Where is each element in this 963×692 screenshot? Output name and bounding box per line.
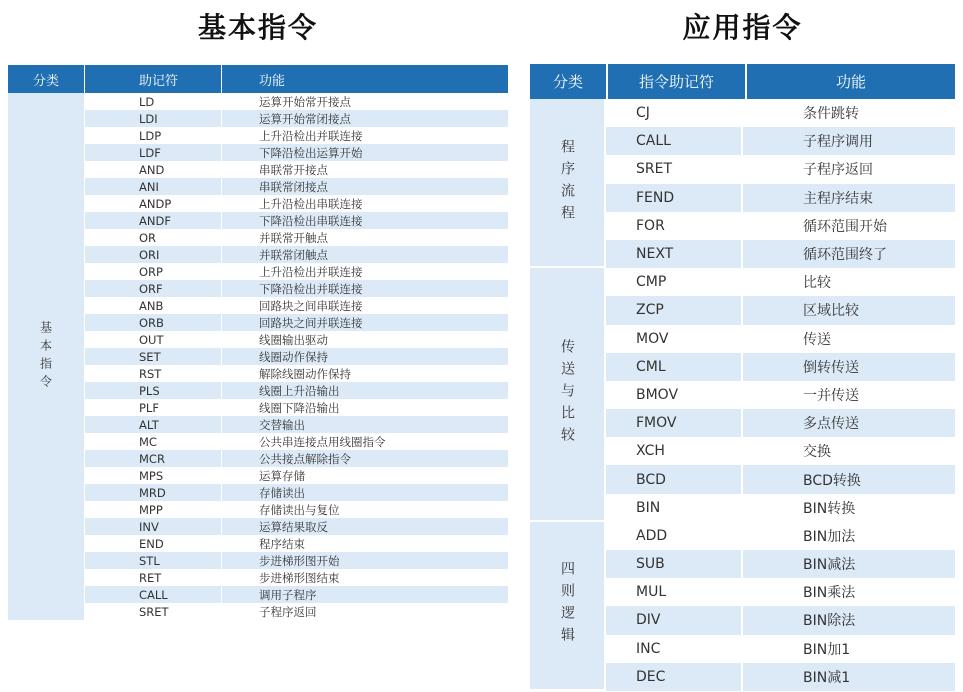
function-cell: 公共串连接点用线圈指令 — [259, 434, 386, 449]
table-rows — [85, 93, 508, 620]
function-cell: 子程序调用 — [803, 134, 873, 151]
table-row — [606, 663, 955, 691]
table-row — [85, 501, 508, 518]
category-cell — [8, 93, 85, 620]
header-function: 功能 — [259, 73, 286, 89]
function-cell: 回路块之间串联连接 — [259, 298, 363, 313]
mnemonic-cell: END — [85, 535, 222, 552]
function-cell: 主程序结束 — [803, 190, 873, 207]
table-row — [85, 280, 508, 297]
table-row — [606, 437, 955, 465]
mnemonic-cell: OUT — [85, 331, 222, 348]
function-cell: BIN除法 — [803, 613, 856, 630]
table-row — [85, 331, 508, 348]
table-row — [85, 161, 508, 178]
table-row — [85, 93, 508, 110]
mnemonic-cell: NEXT — [606, 240, 743, 268]
category-label: 传送与比较 — [559, 338, 575, 449]
function-cell: 多点传送 — [803, 416, 859, 433]
table-row — [606, 99, 955, 127]
table-row — [606, 494, 955, 522]
function-cell: 程序结束 — [259, 536, 305, 551]
category-cell — [530, 522, 606, 691]
mnemonic-cell: STL — [85, 552, 222, 569]
function-cell: 一并传送 — [803, 387, 859, 404]
function-cell: 交换 — [803, 444, 831, 461]
table-row — [606, 522, 955, 550]
basic-instructions-table — [8, 65, 508, 620]
table-row — [85, 552, 508, 569]
table-row — [85, 246, 508, 263]
table-row — [606, 184, 955, 212]
mnemonic-cell: OR — [85, 229, 222, 246]
category-group — [530, 522, 955, 691]
function-cell: BIN减法 — [803, 557, 856, 574]
header-category: 分类 — [8, 65, 85, 93]
basic-instructions-title: 基本指令 — [197, 11, 318, 44]
function-cell: 运算结果取反 — [259, 519, 328, 534]
function-cell: 条件跳转 — [803, 106, 859, 123]
table-row — [85, 144, 508, 161]
mnemonic-cell: PLS — [85, 382, 222, 399]
function-cell: 倒转传送 — [803, 359, 859, 376]
table-row — [606, 606, 955, 634]
function-cell: 上升沿检出串联连接 — [259, 196, 363, 211]
header-category: 分类 — [530, 64, 608, 99]
header-mnemonic: 指令助记符 — [608, 64, 747, 99]
mnemonic-cell: ORB — [85, 314, 222, 331]
mnemonic-cell: MC — [85, 433, 222, 450]
mnemonic-cell: MPS — [85, 467, 222, 484]
function-cell: 区域比较 — [803, 303, 859, 320]
function-cell: 下降沿检出并联连接 — [259, 281, 363, 296]
table-row — [606, 409, 955, 437]
table-row — [85, 484, 508, 501]
mnemonic-cell: MRD — [85, 484, 222, 501]
table-groups — [530, 99, 955, 691]
function-cell: 上升沿检出并联连接 — [259, 264, 363, 279]
category-cell — [530, 268, 606, 522]
function-cell: 传送 — [803, 331, 831, 348]
function-cell: 串联常开接点 — [259, 162, 328, 177]
mnemonic-cell: DEC — [606, 663, 743, 691]
function-cell: BIN减1 — [803, 669, 851, 686]
mnemonic-cell: MUL — [606, 578, 743, 606]
function-cell: 交替输出 — [259, 417, 305, 432]
table-row — [85, 382, 508, 399]
mnemonic-cell: RST — [85, 365, 222, 382]
table-row — [85, 399, 508, 416]
mnemonic-cell: RET — [85, 569, 222, 586]
table-row — [85, 569, 508, 586]
function-cell: BIN加法 — [803, 528, 856, 545]
function-cell: 存储读出与复位 — [259, 502, 340, 517]
mnemonic-cell: LD — [85, 93, 222, 110]
table-row — [606, 635, 955, 663]
function-cell: 子程序返回 — [803, 162, 873, 179]
mnemonic-cell: SUB — [606, 550, 743, 578]
function-cell: 运算存储 — [259, 468, 305, 483]
mnemonic-cell: MCR — [85, 450, 222, 467]
function-cell: BIN加1 — [803, 641, 851, 658]
mnemonic-cell: MPP — [85, 501, 222, 518]
table-row — [85, 348, 508, 365]
mnemonic-cell: FEND — [606, 184, 743, 212]
table-row — [606, 325, 955, 353]
mnemonic-cell: SET — [85, 348, 222, 365]
mnemonic-cell: ADD — [606, 522, 743, 550]
table-row — [85, 195, 508, 212]
function-cell: BIN转换 — [803, 500, 856, 517]
function-cell: 线圈动作保持 — [259, 349, 328, 364]
table-row — [85, 212, 508, 229]
function-cell: 上升沿检出并联连接 — [259, 128, 363, 143]
mnemonic-cell: MOV — [606, 325, 743, 353]
category-label: 基本指令 — [38, 320, 53, 393]
mnemonic-cell: FOR — [606, 212, 743, 240]
mnemonic-cell: ANB — [85, 297, 222, 314]
function-cell: 比较 — [803, 275, 831, 292]
application-instructions-title: 应用指令 — [682, 11, 803, 44]
table-row — [85, 535, 508, 552]
function-cell: 下降沿检出串联连接 — [259, 213, 363, 228]
table-row — [85, 467, 508, 484]
function-cell: 循环范围开始 — [803, 218, 887, 235]
table-row — [606, 155, 955, 183]
table-row — [606, 240, 955, 268]
mnemonic-cell: BCD — [606, 465, 743, 493]
mnemonic-cell: INC — [606, 635, 743, 663]
function-cell: 回路块之间并联连接 — [259, 315, 363, 330]
table-row — [606, 381, 955, 409]
mnemonic-cell: ANDF — [85, 212, 222, 229]
table-row — [85, 297, 508, 314]
mnemonic-cell: PLF — [85, 399, 222, 416]
mnemonic-cell: CALL — [85, 586, 222, 603]
function-cell: 串联常闭接点 — [259, 179, 328, 194]
table-row — [85, 416, 508, 433]
table-row — [85, 603, 508, 620]
mnemonic-cell: XCH — [606, 437, 743, 465]
table-row — [85, 110, 508, 127]
table-row — [85, 450, 508, 467]
category-label: 程序流程 — [559, 138, 575, 227]
mnemonic-cell: CMP — [606, 268, 743, 296]
table-row — [85, 365, 508, 382]
table-row — [85, 433, 508, 450]
function-cell: 调用子程序 — [259, 587, 317, 602]
mnemonic-cell: LDI — [85, 110, 222, 127]
function-cell: 线圈上升沿输出 — [259, 383, 340, 398]
function-cell: 存储读出 — [259, 485, 305, 500]
table-row — [85, 586, 508, 603]
mnemonic-cell: ORI — [85, 246, 222, 263]
mnemonic-cell: SRET — [606, 155, 743, 183]
mnemonic-cell: CJ — [606, 99, 743, 127]
table-row — [85, 263, 508, 280]
category-group — [530, 99, 955, 268]
function-cell: 子程序返回 — [259, 604, 317, 619]
mnemonic-cell: FMOV — [606, 409, 743, 437]
function-cell: 运算开始常开接点 — [259, 94, 351, 109]
mnemonic-cell: CALL — [606, 127, 743, 155]
table-row — [606, 127, 955, 155]
function-cell: 步进梯形图结束 — [259, 570, 340, 585]
table-header — [8, 65, 508, 93]
mnemonic-cell: LDP — [85, 127, 222, 144]
application-instructions-table — [530, 64, 955, 691]
function-cell: 循环范围终了 — [803, 247, 887, 264]
table-header — [530, 64, 955, 99]
function-cell: 公共接点解除指令 — [259, 451, 351, 466]
function-cell: 并联常闭触点 — [259, 247, 328, 262]
table-row — [606, 578, 955, 606]
category-cell — [530, 99, 606, 268]
header-function: 功能 — [835, 73, 866, 91]
table-row — [606, 296, 955, 324]
function-cell: 下降沿检出运算开始 — [259, 145, 363, 160]
function-cell: 线圈下降沿输出 — [259, 400, 340, 415]
mnemonic-cell: SRET — [85, 603, 222, 620]
function-cell: 解除线圈动作保持 — [259, 366, 351, 381]
table-row — [606, 212, 955, 240]
function-cell: 并联常开触点 — [259, 230, 328, 245]
table-row — [85, 518, 508, 535]
mnemonic-cell: LDF — [85, 144, 222, 161]
mnemonic-cell: ANDP — [85, 195, 222, 212]
mnemonic-cell: ALT — [85, 416, 222, 433]
function-cell: BIN乘法 — [803, 585, 856, 602]
table-row — [85, 127, 508, 144]
table-row — [606, 353, 955, 381]
mnemonic-cell: ZCP — [606, 296, 743, 324]
table-row — [85, 314, 508, 331]
table-row — [606, 268, 955, 296]
mnemonic-cell: ANI — [85, 178, 222, 195]
function-cell: 步进梯形图开始 — [259, 553, 340, 568]
table-row — [606, 465, 955, 493]
category-group — [530, 268, 955, 522]
function-cell: 线圈输出驱动 — [259, 332, 328, 347]
table-row — [85, 178, 508, 195]
mnemonic-cell: CML — [606, 353, 743, 381]
mnemonic-cell: AND — [85, 161, 222, 178]
mnemonic-cell: BMOV — [606, 381, 743, 409]
mnemonic-cell: ORP — [85, 263, 222, 280]
mnemonic-cell: ORF — [85, 280, 222, 297]
function-cell: 运算开始常闭接点 — [259, 111, 351, 126]
table-row — [85, 229, 508, 246]
mnemonic-cell: DIV — [606, 606, 743, 634]
mnemonic-cell: INV — [85, 518, 222, 535]
category-label: 四则逻辑 — [559, 561, 575, 650]
mnemonic-cell: BIN — [606, 494, 743, 522]
table-row — [606, 550, 955, 578]
function-cell: BCD转换 — [803, 472, 861, 489]
header-mnemonic: 助记符 — [85, 65, 222, 93]
